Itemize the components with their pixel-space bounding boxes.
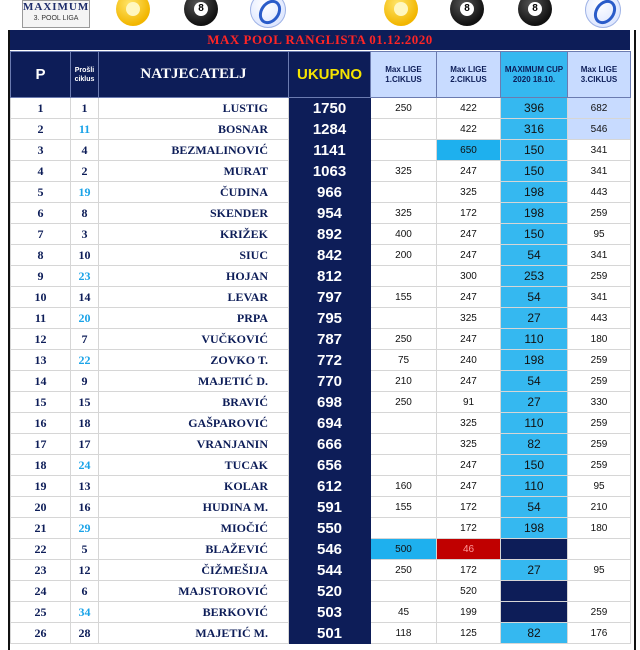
- cell-name: MURAT: [99, 161, 289, 182]
- cell-c2: 240: [437, 350, 501, 371]
- cell-total: 842: [289, 245, 371, 266]
- cell-c3: 176: [568, 623, 631, 644]
- cell-p: 21: [11, 518, 71, 539]
- cell-name: SIUC: [99, 245, 289, 266]
- table-row: [11, 329, 631, 350]
- cell-prev: 11: [71, 119, 99, 140]
- cell-total: 1063: [289, 161, 371, 182]
- cell-c1: [371, 581, 437, 602]
- cell-c3: 259: [568, 203, 631, 224]
- cell-total: 797: [289, 287, 371, 308]
- cell-c3: 682: [568, 98, 631, 119]
- cell-c2: 46: [437, 539, 501, 560]
- cell-prev: 18: [71, 413, 99, 434]
- cell-name: HOJAN: [99, 266, 289, 287]
- cell-p: 9: [11, 266, 71, 287]
- table-row: [11, 476, 631, 497]
- cell-name: MAJETIĆ D.: [99, 371, 289, 392]
- cell-total: 770: [289, 371, 371, 392]
- cell-c2: 247: [437, 371, 501, 392]
- cell-cup: 54: [501, 371, 568, 392]
- cell-total: 954: [289, 203, 371, 224]
- cell-cup: 110: [501, 329, 568, 350]
- cell-c3: 341: [568, 161, 631, 182]
- cell-p: 24: [11, 581, 71, 602]
- cell-prev: 29: [71, 518, 99, 539]
- cell-prev: 28: [71, 623, 99, 644]
- top-banner: [0, 0, 640, 30]
- cell-c2: 422: [437, 98, 501, 119]
- cell-c2: 325: [437, 434, 501, 455]
- cell-name: GAŠPAROVIĆ: [99, 413, 289, 434]
- cell-c1: 325: [371, 203, 437, 224]
- table-row: [11, 413, 631, 434]
- cell-name: ČUDINA: [99, 182, 289, 203]
- col-header-position: P: [11, 52, 71, 98]
- cell-cup: 54: [501, 245, 568, 266]
- cell-c2: 247: [437, 455, 501, 476]
- cell-c1: [371, 518, 437, 539]
- cell-c2: 422: [437, 119, 501, 140]
- eight-ball-icon: [450, 0, 484, 26]
- cell-prev: 4: [71, 140, 99, 161]
- cell-p: 13: [11, 350, 71, 371]
- cell-c2: 172: [437, 518, 501, 539]
- cell-name: LEVAR: [99, 287, 289, 308]
- cell-cup: [501, 581, 568, 602]
- table-row: [11, 119, 631, 140]
- blue-ball-icon: [585, 0, 621, 28]
- table-row: [11, 623, 631, 644]
- col-header-cup: MAXIMUM CUP 2020 18.10.: [501, 52, 568, 98]
- cell-c1: 45: [371, 602, 437, 623]
- cell-c1: [371, 434, 437, 455]
- cell-c3: 259: [568, 434, 631, 455]
- table-row: [11, 455, 631, 476]
- cell-cup: 150: [501, 224, 568, 245]
- cell-p: 5: [11, 182, 71, 203]
- table-row: [11, 98, 631, 119]
- cell-name: MAJETIĆ M.: [99, 623, 289, 644]
- table-row: [11, 245, 631, 266]
- cell-p: 17: [11, 434, 71, 455]
- cell-total: 1750: [289, 98, 371, 119]
- cell-c2: 650: [437, 140, 501, 161]
- cell-c3: 443: [568, 182, 631, 203]
- cell-cup: [501, 539, 568, 560]
- cell-prev: 24: [71, 455, 99, 476]
- cell-total: 550: [289, 518, 371, 539]
- cell-total: 812: [289, 266, 371, 287]
- cell-prev: 12: [71, 560, 99, 581]
- cell-cup: 198: [501, 518, 568, 539]
- cell-total: 966: [289, 182, 371, 203]
- cell-cup: 54: [501, 497, 568, 518]
- cell-c3: 546: [568, 119, 631, 140]
- cell-c3: 95: [568, 224, 631, 245]
- cell-total: 544: [289, 560, 371, 581]
- table-row: [11, 434, 631, 455]
- cell-total: 1141: [289, 140, 371, 161]
- table-row: [11, 203, 631, 224]
- cell-name: LUSTIG: [99, 98, 289, 119]
- maximum-logo: [22, 0, 90, 28]
- table-row: [11, 350, 631, 371]
- cell-p: 20: [11, 497, 71, 518]
- cell-c1: 118: [371, 623, 437, 644]
- cell-c1: 160: [371, 476, 437, 497]
- col-header-cycle1: Max LIGE 1.CIKLUS: [371, 52, 437, 98]
- cell-name: BEZMALINOVIĆ: [99, 140, 289, 161]
- cell-c3: [568, 539, 631, 560]
- table-row: [11, 581, 631, 602]
- cell-c1: 250: [371, 98, 437, 119]
- cell-c3: 341: [568, 287, 631, 308]
- table-body: [11, 98, 631, 644]
- table-row: [11, 308, 631, 329]
- cell-total: 892: [289, 224, 371, 245]
- cell-cup: 110: [501, 413, 568, 434]
- cell-c2: 325: [437, 413, 501, 434]
- cell-c3: 330: [568, 392, 631, 413]
- cell-prev: 15: [71, 392, 99, 413]
- col-header-previous: Prošli ciklus: [71, 52, 99, 98]
- cell-c2: 172: [437, 560, 501, 581]
- cell-p: 18: [11, 455, 71, 476]
- cell-prev: 9: [71, 371, 99, 392]
- table-row: [11, 287, 631, 308]
- cell-c3: 95: [568, 476, 631, 497]
- cell-c1: [371, 119, 437, 140]
- col-header-name: NATJECATELJ: [99, 52, 289, 98]
- cell-p: 15: [11, 392, 71, 413]
- cell-total: 698: [289, 392, 371, 413]
- cell-p: 22: [11, 539, 71, 560]
- cell-c2: 247: [437, 329, 501, 350]
- cell-total: 795: [289, 308, 371, 329]
- cell-name: KOLAR: [99, 476, 289, 497]
- cell-name: HUDINA M.: [99, 497, 289, 518]
- cell-c1: 155: [371, 287, 437, 308]
- cell-cup: 150: [501, 455, 568, 476]
- cell-c3: 259: [568, 350, 631, 371]
- cell-c3: 180: [568, 518, 631, 539]
- table-row: [11, 518, 631, 539]
- cell-cup: 198: [501, 203, 568, 224]
- cell-c1: 250: [371, 329, 437, 350]
- cell-c1: 210: [371, 371, 437, 392]
- cell-p: 14: [11, 371, 71, 392]
- cell-total: 787: [289, 329, 371, 350]
- header-row: [11, 52, 631, 98]
- cell-name: VUČKOVIĆ: [99, 329, 289, 350]
- cell-prev: 17: [71, 434, 99, 455]
- cell-p: 4: [11, 161, 71, 182]
- cell-c2: 247: [437, 287, 501, 308]
- cell-total: 591: [289, 497, 371, 518]
- cell-c2: 247: [437, 161, 501, 182]
- cell-cup: 82: [501, 434, 568, 455]
- cell-c1: [371, 308, 437, 329]
- cell-p: 11: [11, 308, 71, 329]
- eight-ball-icon: [184, 0, 218, 26]
- cell-c3: 210: [568, 497, 631, 518]
- cell-p: 19: [11, 476, 71, 497]
- cell-c3: 443: [568, 308, 631, 329]
- cell-prev: 14: [71, 287, 99, 308]
- cell-total: 501: [289, 623, 371, 644]
- table-row: [11, 497, 631, 518]
- cell-c1: [371, 413, 437, 434]
- cell-total: 503: [289, 602, 371, 623]
- eight-ball-icon: [518, 0, 552, 26]
- cell-cup: 110: [501, 476, 568, 497]
- cell-p: 23: [11, 560, 71, 581]
- cell-cup: 27: [501, 392, 568, 413]
- cell-name: ČIŽMEŠIJA: [99, 560, 289, 581]
- cell-total: 612: [289, 476, 371, 497]
- cell-c2: 520: [437, 581, 501, 602]
- cell-c2: 91: [437, 392, 501, 413]
- cell-total: 666: [289, 434, 371, 455]
- cell-prev: 6: [71, 581, 99, 602]
- cell-cup: [501, 602, 568, 623]
- cell-cup: 253: [501, 266, 568, 287]
- logo-subtitle: 3. POOL LIGA: [33, 15, 79, 22]
- cell-p: 16: [11, 413, 71, 434]
- table-row: [11, 560, 631, 581]
- cell-c1: [371, 266, 437, 287]
- cell-c2: 300: [437, 266, 501, 287]
- cell-p: 6: [11, 203, 71, 224]
- cell-c1: 250: [371, 560, 437, 581]
- cell-prev: 3: [71, 224, 99, 245]
- cell-prev: 13: [71, 476, 99, 497]
- col-header-total: UKUPNO: [289, 52, 371, 98]
- cell-prev: 34: [71, 602, 99, 623]
- blue-ball-icon: [250, 0, 286, 28]
- cell-c1: 200: [371, 245, 437, 266]
- cell-total: 772: [289, 350, 371, 371]
- cell-c1: [371, 455, 437, 476]
- cell-name: SKENDER: [99, 203, 289, 224]
- cell-c3: 341: [568, 140, 631, 161]
- cell-c3: 259: [568, 602, 631, 623]
- cell-total: 1284: [289, 119, 371, 140]
- cell-c1: 500: [371, 539, 437, 560]
- cell-prev: 8: [71, 203, 99, 224]
- cell-name: VRANJANIN: [99, 434, 289, 455]
- table-row: [11, 602, 631, 623]
- cell-c1: [371, 182, 437, 203]
- cell-prev: 23: [71, 266, 99, 287]
- cell-c3: 341: [568, 245, 631, 266]
- cell-total: 694: [289, 413, 371, 434]
- cell-p: 12: [11, 329, 71, 350]
- cell-p: 25: [11, 602, 71, 623]
- table-row: [11, 539, 631, 560]
- cell-c3: 259: [568, 371, 631, 392]
- cell-c3: [568, 581, 631, 602]
- cell-name: KRIŽEK: [99, 224, 289, 245]
- cell-cup: 82: [501, 623, 568, 644]
- cell-c2: 325: [437, 308, 501, 329]
- table-row: [11, 392, 631, 413]
- ranking-table: [10, 51, 631, 644]
- cell-c2: 199: [437, 602, 501, 623]
- logo-text: MAXIMUM: [23, 1, 90, 13]
- cell-prev: 16: [71, 497, 99, 518]
- cell-prev: 20: [71, 308, 99, 329]
- cell-prev: 2: [71, 161, 99, 182]
- table-row: [11, 161, 631, 182]
- cell-cup: 396: [501, 98, 568, 119]
- table-row: [11, 371, 631, 392]
- cell-c1: 250: [371, 392, 437, 413]
- cell-c2: 247: [437, 224, 501, 245]
- cell-name: BERKOVIĆ: [99, 602, 289, 623]
- cell-cup: 316: [501, 119, 568, 140]
- yellow-ball-icon: [384, 0, 418, 26]
- cell-c3: 259: [568, 455, 631, 476]
- cell-c3: 180: [568, 329, 631, 350]
- cell-c1: 75: [371, 350, 437, 371]
- table-row: [11, 140, 631, 161]
- col-header-cycle3: Max LIGE 3.CIKLUS: [568, 52, 631, 98]
- cell-c1: 400: [371, 224, 437, 245]
- table-row: [11, 182, 631, 203]
- yellow-ball-icon: [116, 0, 150, 26]
- cell-prev: 5: [71, 539, 99, 560]
- cell-name: BLAŽEVIĆ: [99, 539, 289, 560]
- page-title: MAX POOL RANGLISTA 01.12.2020: [10, 30, 630, 50]
- cell-c3: 259: [568, 413, 631, 434]
- col-header-cycle2: Max LIGE 2.CIKLUS: [437, 52, 501, 98]
- cell-c3: 95: [568, 560, 631, 581]
- cell-c1: 325: [371, 161, 437, 182]
- cell-name: MIOČIĆ: [99, 518, 289, 539]
- cell-cup: 198: [501, 182, 568, 203]
- cell-prev: 22: [71, 350, 99, 371]
- cell-c3: 259: [568, 266, 631, 287]
- cell-p: 26: [11, 623, 71, 644]
- cell-name: TUCAK: [99, 455, 289, 476]
- cell-p: 8: [11, 245, 71, 266]
- cell-cup: 150: [501, 140, 568, 161]
- cell-prev: 1: [71, 98, 99, 119]
- cell-name: MAJSTOROVIĆ: [99, 581, 289, 602]
- cell-c1: [371, 140, 437, 161]
- cell-cup: 150: [501, 161, 568, 182]
- cell-name: BOSNAR: [99, 119, 289, 140]
- cell-cup: 198: [501, 350, 568, 371]
- cell-total: 546: [289, 539, 371, 560]
- cell-c2: 247: [437, 245, 501, 266]
- cell-cup: 27: [501, 308, 568, 329]
- cell-name: PRPA: [99, 308, 289, 329]
- cell-p: 2: [11, 119, 71, 140]
- table-row: [11, 266, 631, 287]
- cell-prev: 19: [71, 182, 99, 203]
- cell-total: 520: [289, 581, 371, 602]
- cell-c2: 172: [437, 203, 501, 224]
- cell-prev: 10: [71, 245, 99, 266]
- table-row: [11, 224, 631, 245]
- cell-p: 1: [11, 98, 71, 119]
- cell-c2: 325: [437, 182, 501, 203]
- cell-c1: 155: [371, 497, 437, 518]
- cell-name: ZOVKO T.: [99, 350, 289, 371]
- cell-p: 3: [11, 140, 71, 161]
- cell-c2: 125: [437, 623, 501, 644]
- cell-p: 7: [11, 224, 71, 245]
- cell-cup: 54: [501, 287, 568, 308]
- cell-cup: 27: [501, 560, 568, 581]
- cell-c2: 247: [437, 476, 501, 497]
- cell-total: 656: [289, 455, 371, 476]
- cell-name: BRAVIĆ: [99, 392, 289, 413]
- cell-p: 10: [11, 287, 71, 308]
- cell-c2: 172: [437, 497, 501, 518]
- cell-prev: 7: [71, 329, 99, 350]
